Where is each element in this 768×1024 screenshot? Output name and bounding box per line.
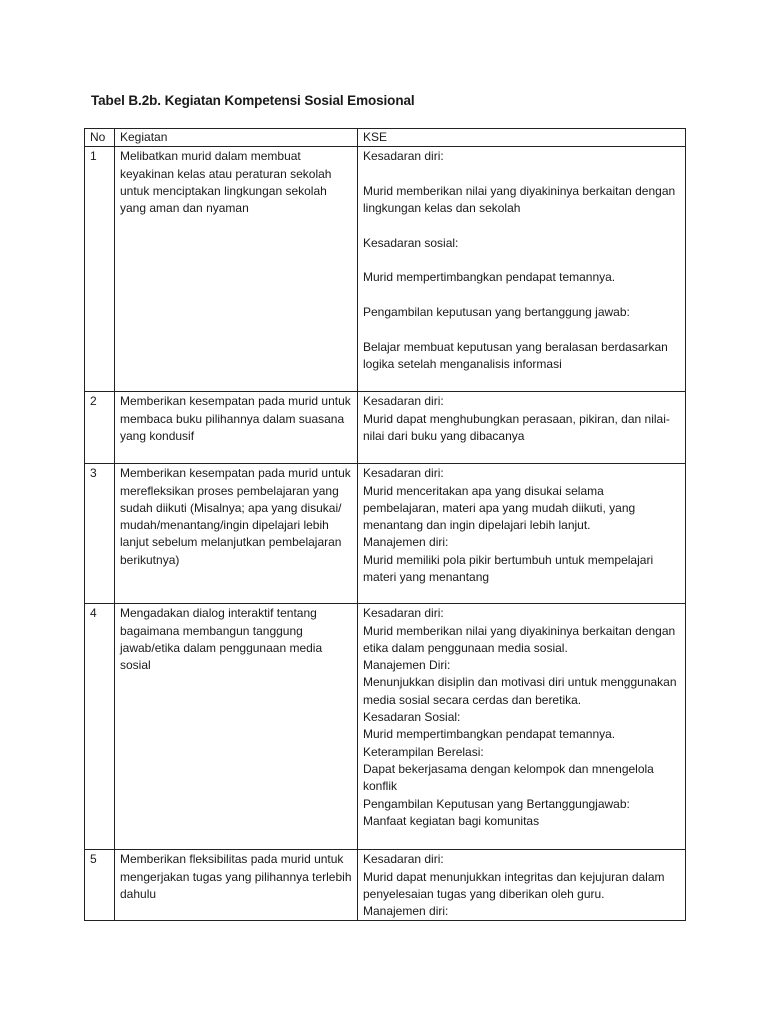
header-kegiatan: Kegiatan: [115, 129, 358, 147]
kse-line: Keterampilan Berelasi:: [363, 744, 484, 759]
activity-cell: Memberikan kesempatan pada murid untuk merefleksikan proses pembelajaran yang sudah diikuti (Misalnya; apa yang disukai/ mudah/menantang/ingin dipelajari lebih lanjut sebelum melanjutkan pembelajaran berikutnya): [115, 464, 358, 604]
header-no: No: [85, 129, 115, 147]
kse-line: Murid dapat menunjukkan integritas dan kejujuran dalam penyelesaian tugas yang diberikan oleh guru.: [363, 869, 668, 901]
kse-line: Pengambilan keputusan yang bertanggung jawab:: [363, 304, 630, 319]
kse-line: Kesadaran diri:: [363, 606, 444, 621]
kse-line: Murid dapat menghubungkan perasaan, pikiran, dan nilai-nilai dari buku yang dibacanya: [363, 411, 670, 443]
kse-line: Manajemen diri:: [363, 535, 449, 550]
kse-cell: [358, 604, 686, 850]
kse-cell: [358, 464, 686, 604]
kse-line: [363, 287, 680, 304]
kse-line: Murid memberikan nilai yang diyakininya berkaitan dengan lingkungan kelas dan sekolah: [363, 183, 679, 216]
kse-line: Menunjukkan disiplin dan motivasi diri untuk menggunakan media sosial secara cerdas dan beretika.: [363, 675, 680, 707]
header-kse: KSE: [358, 129, 686, 147]
kse-line: [363, 166, 680, 183]
row-number: 4: [85, 604, 115, 850]
kse-line: Kesadaran diri:: [363, 466, 444, 481]
kse-line: [363, 217, 680, 234]
kse-cell: [358, 392, 686, 464]
activity-cell: Mengadakan dialog interaktif tentang bagaimana membangun tanggung jawab/etika dalam penggunaan media sosial: [115, 604, 358, 850]
kse-line: Kesadaran sosial:: [363, 235, 459, 250]
row-number: 5: [85, 850, 115, 921]
kse-line: Kesadaran diri:: [363, 394, 444, 409]
kse-line: Belajar membuat keputusan yang beralasan berdasarkan logika setelah menganalisis informasi: [363, 339, 672, 371]
table-header-row: [85, 129, 686, 147]
kse-line: Murid memiliki pola pikir bertumbuh untuk mempelajari materi yang menantang: [363, 552, 657, 585]
kse-line: Murid menceritakan apa yang disukai selama pembelajaran, materi apa yang mudah diikuti, yang menantang dan ingin dipelajari lebih lanjut.: [363, 483, 639, 533]
activity-cell: Memberikan kesempatan pada murid untuk membaca buku pilihannya dalam suasana yang kondusif: [115, 392, 358, 464]
kse-line: Kesadaran Sosial:: [363, 710, 461, 725]
activity-cell: Memberikan fleksibilitas pada murid untuk mengerjakan tugas yang pilihannya terlebih dahulu: [115, 850, 358, 921]
kse-line: Murid mempertimbangkan pendapat temannya.: [363, 727, 616, 742]
table-row: [85, 850, 686, 921]
kse-cell: [358, 147, 686, 392]
kse-line: Manfaat kegiatan bagi komunitas: [363, 813, 540, 828]
kse-line: Manajemen diri:: [363, 904, 449, 919]
table-row: [85, 604, 686, 850]
kse-line: Pengambilan Keputusan yang Bertanggungjawab:: [363, 796, 630, 811]
row-number: 2: [85, 392, 115, 464]
kse-line: [363, 321, 680, 338]
kse-activities-table: [84, 128, 686, 921]
activity-cell: Melibatkan murid dalam membuat keyakinan kelas atau peraturan sekolah untuk menciptakan lingkungan sekolah yang aman dan nyaman: [115, 147, 358, 392]
row-number: 3: [85, 464, 115, 604]
kse-line: Manajemen Diri:: [363, 658, 451, 673]
table-row: [85, 464, 686, 604]
kse-line: Kesadaran diri:: [363, 852, 444, 867]
table-row: [85, 392, 686, 464]
kse-cell: [358, 850, 686, 921]
kse-line: [363, 252, 680, 269]
kse-line: Murid memberikan nilai yang diyakininya berkaitan dengan etika dalam penggunaan media sosial.: [363, 623, 679, 655]
kse-line: Murid mempertimbangkan pendapat temannya.: [363, 270, 616, 285]
kse-line: Dapat bekerjasama dengan kelompok dan mnengelola konflik: [363, 761, 658, 794]
kse-line: Kesadaran diri:: [363, 149, 444, 164]
row-number: 1: [85, 147, 115, 392]
table-row: [85, 147, 686, 392]
table-title: Tabel B.2b. Kegiatan Kompetensi Sosial Emosional: [91, 93, 415, 108]
